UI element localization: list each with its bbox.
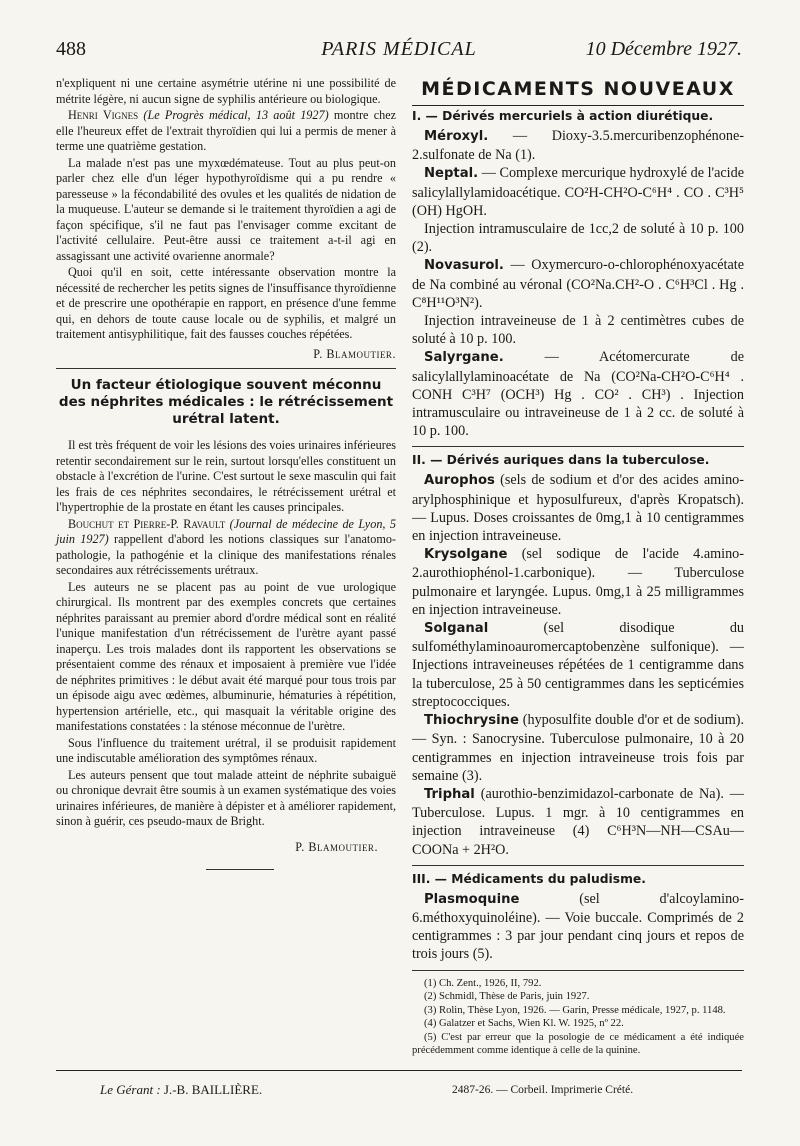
drug-description: (sel d'alcoylamino-6.méthoxyquinoléine). — Voie buccale. Comprimés de 2 centigrammes : 3 par jour pendant cinq jours et repos de trois jours (5). xyxy=(412,890,744,963)
drug-entry xyxy=(412,127,744,164)
drug-entry xyxy=(412,164,744,220)
drug-description: (hyposulfite double d'or et de sodium). — Syn. : Sanocrysine. Tuberculose pulmonaire, 10 à 20 centigrammes en injection intraveineuse trois fois par semaine (3). xyxy=(412,712,744,784)
divider xyxy=(412,865,744,866)
footnote: (4) Galatzer et Sachs, Wien Kl. W. 1925, nº 22. xyxy=(424,1018,624,1030)
section-heading: I. — Dérivés mercuriels à action diurétique. xyxy=(412,109,714,123)
drug-description: — Complexe mercurique hydroxylé de l'acide salicylallylamidoacétique. CO²H-CH²O-C⁶H⁴ . CO . C³H⁵ (OH) HgOH. xyxy=(412,165,745,219)
drug-dosage: Injection intraveineuse de 1 à 2 centimètres cubes de soluté à 10 p. 100. xyxy=(412,313,744,348)
page-number: 488 xyxy=(56,38,86,60)
paragraph-text: montre chez elle l'heureux effet de l'extrait thyroïdien qui lui a permis de mener à terme une quatrième gestation. xyxy=(56,108,397,153)
paragraph: n'expliquent ni une certaine asymétrie utérine ni une possibilité de métrite légère, ni aucun signe de syphilis antérieure ou biologique. xyxy=(56,76,396,106)
article-title: Un facteur étiologique souvent méconnu des néphrites médicales : le rétrécissement urétral latent. xyxy=(58,377,394,427)
paragraph: Sous l'influence du traitement urétral, il se produisit rapidement une indiscutable amélioration des symptômes rénaux. xyxy=(56,735,396,765)
drug-entry xyxy=(412,471,744,545)
journal-title: PARIS MÉDICAL xyxy=(321,38,477,60)
signature: P. Blamoutier. xyxy=(295,839,378,854)
footnotes xyxy=(412,977,744,1058)
issue-date: 10 Décembre 1927. xyxy=(585,38,742,60)
gerant-label: Le Gérant : xyxy=(100,1082,161,1097)
paragraph: Quoi qu'il en soit, cette intéressante observation montre la nécessité de rechercher les petits signes de l'insuffisance thyroïdienne et de prescrire une opothérapie en rapport, en présence d'une femme qui, en dehors de toute cause locale ou de syphilis, et malgré un traitement antisyphilitique, fait des fausses couches répétées. xyxy=(56,265,396,341)
footnote: (2) Schmidl, Thèse de Paris, juin 1927. xyxy=(424,991,590,1003)
author-name: Bouchut et Pierre-P. Ravault xyxy=(68,516,226,531)
drug-name: Méroxyl. xyxy=(424,129,489,144)
drug-description: — Dioxy-3.5.mercuribenzophénone-2.sulfonate de Na (1). xyxy=(412,128,744,164)
drug-name: Salyrgane. xyxy=(424,350,504,366)
drug-name: Plasmoquine xyxy=(424,891,520,907)
drug-description: — Oxymercuro-o-chlorophénoxyacétate de Na combiné au véronal (CO²Na.CH²-O . C⁶H³Cl . Hg . C⁸H¹¹O³N²). xyxy=(412,257,744,311)
drug-dosage: Injection intramusculaire de 1cc,2 de soluté à 10 p. 100 (2). xyxy=(412,221,744,256)
drug-description: (aurothio-benzimidazol-carbonate de Na). — Tuberculose. Lupus. 1 mgr. à 10 centigrammes en injection intraveineuse (4) C⁶H³N—NH—CSAu—COONa + 2H²O. xyxy=(412,785,744,858)
section-main-title: MÉDICAMENTS NOUVEAUX xyxy=(421,78,735,100)
paragraph: La malade n'est pas une myxœdémateuse. Tout au plus peut-on parler chez elle d'un léger hypothyroïdisme qui a pu rendre « paresseuse » la fécondabilité des ovules et les qualités de nidation de la muqueuse. L'auteur se demande si le traitement thyroïdien a agi de façon spécifique, s'il ne faut pas l'envisager comme excitant de l'activité cellulaire. Peut-être aussi ce traitement a-t-il agi en assagissant une activité ovarienne anormale? xyxy=(56,155,396,263)
author-name: Henri Vignes xyxy=(68,108,139,122)
divider xyxy=(412,446,744,447)
drug-entry xyxy=(412,619,744,711)
end-rule xyxy=(206,869,274,870)
drug-description: (sels de sodium et d'or des acides amino-arylphosphinique et hyposulfureux, d'après Kropatsch). — Lupus. Doses croissantes de 0mg,1 à 10 centigrammes en injection intraveineuse. xyxy=(412,472,745,545)
paragraph: Il est très fréquent de voir les lésions des voies urinaires inférieures retentir secondairement sur le rein, surtout lorsqu'elles constituent un obstacle à l'excrétion de l'urine. C'est surtout le sexe masculin qui fait les frais de ces néphrites secondaires, le rétrécissement urétral et l'hypertrophie de la prostate en étant les causes principales. xyxy=(56,438,396,514)
footer-rule xyxy=(56,1070,742,1071)
section-heading: III. — Médicaments du paludisme. xyxy=(412,871,646,886)
printer-credit: 2487-26. — Corbeil. Imprimerie Crété. xyxy=(452,1084,634,1096)
footnote: (5) C'est par erreur que la posologie de ce médicament a été indiquée précédemment comme identique à celle de la quinine. xyxy=(412,1031,744,1057)
footnote: (3) Rolin, Thèse Lyon, 1926. — Garin, Presse médicale, 1927, p. 1148. xyxy=(424,1004,726,1016)
left-column xyxy=(56,76,396,870)
drug-name: Triphal xyxy=(424,786,475,802)
drug-name: Thiochrysine xyxy=(424,713,519,729)
drug-entry xyxy=(412,256,744,312)
drug-description: — Acétomercurate de salicylallylaminoacétate de Na (CO²Na-CH²O-C⁶H⁴ . CONH C³H⁷ (OCH³) Hg . CO² . CH³) . Injection intramusculaire ou intraveineuse de 1 à 2 cc. de soluté à 10 p. 100. xyxy=(412,349,744,440)
drug-description: (sel sodique de l'acide 4.amino-2.aurothiophénol-1.carbonique). — Tuberculose pulmonaire et laryngée. Lupus. 0mg,1 à 25 milligrammes en injection intraveineuse. xyxy=(412,546,744,618)
drug-entry xyxy=(412,785,744,859)
drug-entry xyxy=(412,545,744,619)
divider xyxy=(412,105,744,106)
drug-name: Aurophos xyxy=(424,473,495,489)
page-footer xyxy=(0,1070,800,1110)
journal-reference: (Le Progrès médical, 13 août 1927) xyxy=(143,108,329,122)
publisher-credit xyxy=(100,1082,262,1098)
footnote-divider xyxy=(412,970,744,971)
paragraph xyxy=(56,108,396,155)
paragraph xyxy=(56,517,396,579)
drug-name: Novasurol. xyxy=(424,258,504,274)
divider xyxy=(56,368,396,369)
paragraph: Les auteurs ne se placent pas au point de vue urologique chirurgical. Ils montrent par des exemples concrets que certaines néphrites paraissant au premier abord d'ordre médical sont en réalité l'unique manifestation d'un rétrécissement de l'urètre ayant passé inaperçu. Les trois malades dont ils rapportent les observations se présentaient comme des rénaux et imposaient à première vue l'idée de néphrites primitives : le début avait été marqué pour tous trois par un épisode aigu avec œdèmes, albuminurie, hématuries à répétition, hypertension artérielle, etc., qui masquait la véritable origine des manifestations constatées : la sténose méconnue de l'urètre. xyxy=(56,579,396,733)
footnote: (1) Ch. Zent., 1926, II, 792. xyxy=(424,977,542,989)
signature: P. Blamoutier. xyxy=(313,346,396,361)
drug-name: Solganal xyxy=(424,621,489,637)
paragraph-text: rappellent d'abord les notions classiques sur l'anatomo-pathologie, la pathogénie et la clinique des manifestations rénales secondaires aux rétrécissements urétraux. xyxy=(56,532,396,577)
page-header xyxy=(56,38,742,72)
drug-entry xyxy=(412,711,744,785)
drug-entry xyxy=(412,348,744,440)
drug-name: Neptal. xyxy=(424,166,479,182)
paragraph: Les auteurs pensent que tout malade atteint de néphrite subaiguë ou chronique devrait être soumis à un examen systématique des voies urinaires inférieures, de manière à dépister et à améliorer rapidement, sinon à guérir, ces pseudo-maux de Bright. xyxy=(56,767,396,828)
right-column xyxy=(412,76,744,1058)
drug-name: Krysolgane xyxy=(424,547,508,563)
journal-reference: (Journal de médecine de Lyon, 5 juin 1927) xyxy=(56,516,396,546)
gerant-name: J.-B. BAILLIÈRE. xyxy=(163,1082,263,1097)
section-heading: II. — Dérivés auriques dans la tuberculose. xyxy=(412,453,710,468)
drug-description: (sel disodique du sulfométhylaminoauromercaptobenzène sulfonique). — Injections intraveineuses répétées de 1 centigramme dans la tuberculose, 25 à 50 centigrammes dans les septicémies streptococciques. xyxy=(412,620,745,710)
drug-entry xyxy=(412,890,744,964)
